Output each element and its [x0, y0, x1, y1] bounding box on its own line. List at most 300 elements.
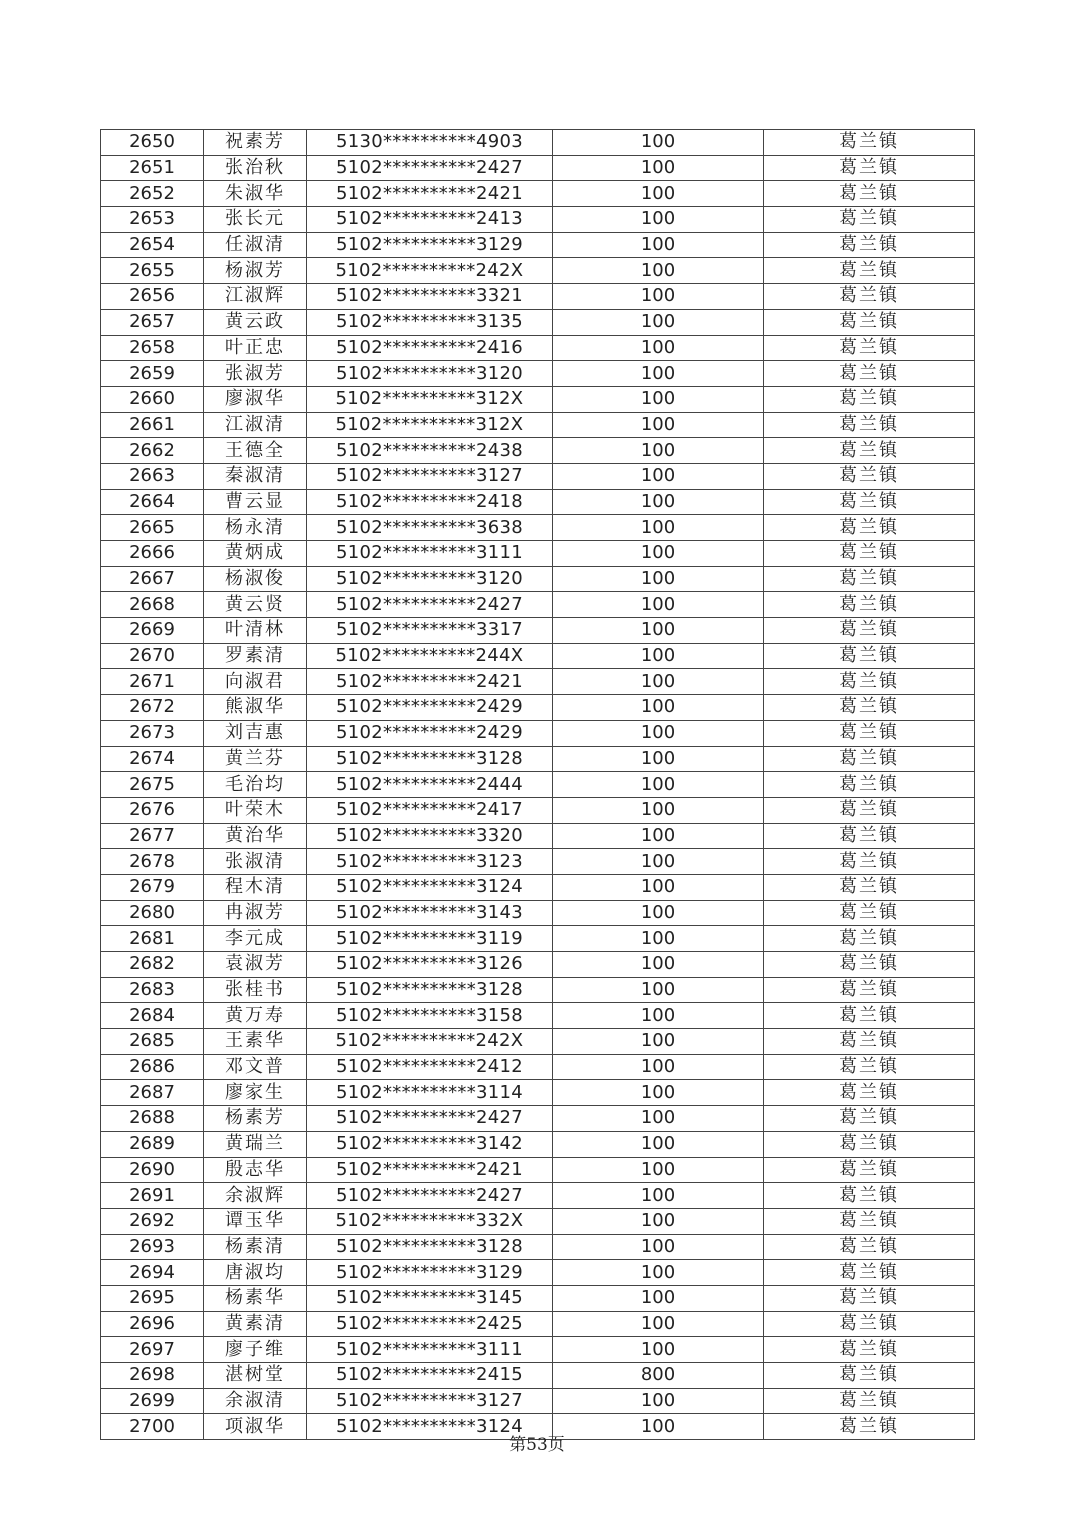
id-number-cell: 5102**********3128	[307, 977, 553, 1003]
town-cell: 葛兰镇	[764, 592, 975, 618]
row-number-cell: 2650	[101, 130, 204, 156]
amount-cell: 100	[553, 566, 764, 592]
amount-cell: 100	[553, 1003, 764, 1029]
amount-cell: 100	[553, 772, 764, 798]
table-row	[101, 438, 975, 464]
town-cell: 葛兰镇	[764, 181, 975, 207]
name-cell: 杨素华	[204, 1285, 307, 1311]
town-cell: 葛兰镇	[764, 438, 975, 464]
roster-table	[100, 129, 975, 1440]
table-row	[101, 1260, 975, 1286]
amount-cell: 100	[553, 1080, 764, 1106]
row-number-cell: 2684	[101, 1003, 204, 1029]
amount-cell: 100	[553, 1388, 764, 1414]
row-number-cell: 2654	[101, 232, 204, 258]
id-number-cell: 5102**********242X	[307, 1029, 553, 1055]
id-number-cell: 5102**********2429	[307, 695, 553, 721]
id-number-cell: 5102**********2429	[307, 720, 553, 746]
id-number-cell: 5102**********2417	[307, 797, 553, 823]
table-row	[101, 849, 975, 875]
table-row	[101, 772, 975, 798]
name-cell: 杨永清	[204, 515, 307, 541]
table-row	[101, 874, 975, 900]
town-cell: 葛兰镇	[764, 335, 975, 361]
row-number-cell: 2656	[101, 284, 204, 310]
table-row	[101, 130, 975, 156]
id-number-cell: 5102**********3128	[307, 1234, 553, 1260]
row-number-cell: 2677	[101, 823, 204, 849]
amount-cell: 100	[553, 1157, 764, 1183]
table-row	[101, 489, 975, 515]
amount-cell: 100	[553, 1234, 764, 1260]
id-number-cell: 5102**********3321	[307, 284, 553, 310]
table-row	[101, 232, 975, 258]
name-cell: 张淑芳	[204, 361, 307, 387]
row-number-cell: 2693	[101, 1234, 204, 1260]
amount-cell: 100	[553, 438, 764, 464]
row-number-cell: 2651	[101, 155, 204, 181]
table-row	[101, 1363, 975, 1389]
table-row	[101, 720, 975, 746]
row-number-cell: 2696	[101, 1311, 204, 1337]
row-number-cell: 2669	[101, 618, 204, 644]
amount-cell: 100	[553, 207, 764, 233]
row-number-cell: 2679	[101, 874, 204, 900]
amount-cell: 100	[553, 1260, 764, 1286]
name-cell: 江淑清	[204, 412, 307, 438]
table-row	[101, 900, 975, 926]
table-row	[101, 207, 975, 233]
table-row	[101, 1029, 975, 1055]
town-cell: 葛兰镇	[764, 720, 975, 746]
amount-cell: 100	[553, 1208, 764, 1234]
amount-cell: 100	[553, 618, 764, 644]
amount-cell: 100	[553, 849, 764, 875]
id-number-cell: 5102**********3135	[307, 309, 553, 335]
id-number-cell: 5102**********3317	[307, 618, 553, 644]
row-number-cell: 2673	[101, 720, 204, 746]
table-row	[101, 1003, 975, 1029]
amount-cell: 100	[553, 130, 764, 156]
name-cell: 杨素清	[204, 1234, 307, 1260]
town-cell: 葛兰镇	[764, 1260, 975, 1286]
row-number-cell: 2675	[101, 772, 204, 798]
row-number-cell: 2657	[101, 309, 204, 335]
table-row	[101, 1054, 975, 1080]
town-cell: 葛兰镇	[764, 874, 975, 900]
amount-cell: 100	[553, 952, 764, 978]
town-cell: 葛兰镇	[764, 1337, 975, 1363]
town-cell: 葛兰镇	[764, 541, 975, 567]
table-row	[101, 797, 975, 823]
id-number-cell: 5102**********3120	[307, 566, 553, 592]
town-cell: 葛兰镇	[764, 515, 975, 541]
amount-cell: 100	[553, 643, 764, 669]
row-number-cell: 2692	[101, 1208, 204, 1234]
amount-cell: 100	[553, 181, 764, 207]
town-cell: 葛兰镇	[764, 618, 975, 644]
table-row	[101, 361, 975, 387]
amount-cell: 100	[553, 926, 764, 952]
town-cell: 葛兰镇	[764, 643, 975, 669]
amount-cell: 100	[553, 309, 764, 335]
table-row	[101, 1234, 975, 1260]
name-cell: 邓文普	[204, 1054, 307, 1080]
amount-cell: 100	[553, 592, 764, 618]
table-row	[101, 412, 975, 438]
row-number-cell: 2660	[101, 386, 204, 412]
row-number-cell: 2691	[101, 1183, 204, 1209]
roster-table-body	[101, 130, 975, 1440]
town-cell: 葛兰镇	[764, 1363, 975, 1389]
name-cell: 黄万寿	[204, 1003, 307, 1029]
name-cell: 毛治均	[204, 772, 307, 798]
name-cell: 叶正忠	[204, 335, 307, 361]
town-cell: 葛兰镇	[764, 952, 975, 978]
name-cell: 黄兰芬	[204, 746, 307, 772]
name-cell: 杨素芳	[204, 1106, 307, 1132]
town-cell: 葛兰镇	[764, 284, 975, 310]
table-row	[101, 926, 975, 952]
row-number-cell: 2663	[101, 463, 204, 489]
name-cell: 祝素芳	[204, 130, 307, 156]
row-number-cell: 2697	[101, 1337, 204, 1363]
amount-cell: 100	[553, 232, 764, 258]
town-cell: 葛兰镇	[764, 926, 975, 952]
town-cell: 葛兰镇	[764, 489, 975, 515]
amount-cell: 100	[553, 1029, 764, 1055]
row-number-cell: 2667	[101, 566, 204, 592]
name-cell: 廖淑华	[204, 386, 307, 412]
id-number-cell: 5102**********3127	[307, 463, 553, 489]
id-number-cell: 5102**********312X	[307, 386, 553, 412]
town-cell: 葛兰镇	[764, 412, 975, 438]
table-row	[101, 566, 975, 592]
row-number-cell: 2662	[101, 438, 204, 464]
amount-cell: 100	[553, 361, 764, 387]
row-number-cell: 2665	[101, 515, 204, 541]
town-cell: 葛兰镇	[764, 232, 975, 258]
id-number-cell: 5102**********3120	[307, 361, 553, 387]
row-number-cell: 2689	[101, 1131, 204, 1157]
id-number-cell: 5102**********3124	[307, 1414, 553, 1440]
id-number-cell: 5102**********3119	[307, 926, 553, 952]
amount-cell: 100	[553, 1337, 764, 1363]
town-cell: 葛兰镇	[764, 1054, 975, 1080]
name-cell: 程木清	[204, 874, 307, 900]
town-cell: 葛兰镇	[764, 130, 975, 156]
town-cell: 葛兰镇	[764, 797, 975, 823]
row-number-cell: 2653	[101, 207, 204, 233]
name-cell: 黄素清	[204, 1311, 307, 1337]
name-cell: 张淑清	[204, 849, 307, 875]
town-cell: 葛兰镇	[764, 1234, 975, 1260]
amount-cell: 100	[553, 284, 764, 310]
name-cell: 叶清林	[204, 618, 307, 644]
id-number-cell: 5102**********2444	[307, 772, 553, 798]
town-cell: 葛兰镇	[764, 1208, 975, 1234]
row-number-cell: 2695	[101, 1285, 204, 1311]
name-cell: 湛树堂	[204, 1363, 307, 1389]
row-number-cell: 2690	[101, 1157, 204, 1183]
table-row	[101, 463, 975, 489]
town-cell: 葛兰镇	[764, 1029, 975, 1055]
row-number-cell: 2700	[101, 1414, 204, 1440]
id-number-cell: 5102**********2421	[307, 1157, 553, 1183]
id-number-cell: 5102**********2427	[307, 1106, 553, 1132]
id-number-cell: 5102**********2427	[307, 592, 553, 618]
name-cell: 黄云政	[204, 309, 307, 335]
town-cell: 葛兰镇	[764, 695, 975, 721]
amount-cell: 100	[553, 1285, 764, 1311]
id-number-cell: 5102**********3320	[307, 823, 553, 849]
table-row	[101, 386, 975, 412]
amount-cell: 100	[553, 541, 764, 567]
row-number-cell: 2666	[101, 541, 204, 567]
name-cell: 江淑辉	[204, 284, 307, 310]
row-number-cell: 2698	[101, 1363, 204, 1389]
table-row	[101, 1311, 975, 1337]
id-number-cell: 5102**********3129	[307, 1260, 553, 1286]
id-number-cell: 5102**********2427	[307, 1183, 553, 1209]
table-row	[101, 155, 975, 181]
name-cell: 袁淑芳	[204, 952, 307, 978]
table-row	[101, 952, 975, 978]
table-row	[101, 695, 975, 721]
name-cell: 殷志华	[204, 1157, 307, 1183]
town-cell: 葛兰镇	[764, 1080, 975, 1106]
row-number-cell: 2658	[101, 335, 204, 361]
row-number-cell: 2688	[101, 1106, 204, 1132]
name-cell: 曹云显	[204, 489, 307, 515]
amount-cell: 100	[553, 515, 764, 541]
name-cell: 冉淑芳	[204, 900, 307, 926]
town-cell: 葛兰镇	[764, 1183, 975, 1209]
amount-cell: 100	[553, 977, 764, 1003]
amount-cell: 100	[553, 489, 764, 515]
table-row	[101, 1106, 975, 1132]
amount-cell: 800	[553, 1363, 764, 1389]
name-cell: 余淑辉	[204, 1183, 307, 1209]
table-row	[101, 977, 975, 1003]
amount-cell: 100	[553, 823, 764, 849]
table-row	[101, 335, 975, 361]
amount-cell: 100	[553, 720, 764, 746]
name-cell: 杨淑俊	[204, 566, 307, 592]
row-number-cell: 2668	[101, 592, 204, 618]
name-cell: 刘吉惠	[204, 720, 307, 746]
id-number-cell: 5102**********3123	[307, 849, 553, 875]
amount-cell: 100	[553, 1131, 764, 1157]
town-cell: 葛兰镇	[764, 1131, 975, 1157]
amount-cell: 100	[553, 874, 764, 900]
town-cell: 葛兰镇	[764, 309, 975, 335]
id-number-cell: 5102**********3111	[307, 541, 553, 567]
name-cell: 黄炳成	[204, 541, 307, 567]
id-number-cell: 5102**********3158	[307, 1003, 553, 1029]
row-number-cell: 2652	[101, 181, 204, 207]
name-cell: 王德全	[204, 438, 307, 464]
name-cell: 张桂书	[204, 977, 307, 1003]
town-cell: 葛兰镇	[764, 386, 975, 412]
id-number-cell: 5130**********4903	[307, 130, 553, 156]
table-row	[101, 746, 975, 772]
id-number-cell: 5102**********312X	[307, 412, 553, 438]
town-cell: 葛兰镇	[764, 900, 975, 926]
amount-cell: 100	[553, 695, 764, 721]
amount-cell: 100	[553, 386, 764, 412]
table-row	[101, 1157, 975, 1183]
name-cell: 余淑清	[204, 1388, 307, 1414]
row-number-cell: 2681	[101, 926, 204, 952]
name-cell: 向淑君	[204, 669, 307, 695]
name-cell: 唐淑均	[204, 1260, 307, 1286]
town-cell: 葛兰镇	[764, 849, 975, 875]
row-number-cell: 2680	[101, 900, 204, 926]
id-number-cell: 5102**********3638	[307, 515, 553, 541]
row-number-cell: 2678	[101, 849, 204, 875]
amount-cell: 100	[553, 797, 764, 823]
town-cell: 葛兰镇	[764, 1414, 975, 1440]
row-number-cell: 2674	[101, 746, 204, 772]
table-row	[101, 643, 975, 669]
name-cell: 谭玉华	[204, 1208, 307, 1234]
name-cell: 秦淑清	[204, 463, 307, 489]
name-cell: 王素华	[204, 1029, 307, 1055]
town-cell: 葛兰镇	[764, 772, 975, 798]
row-number-cell: 2661	[101, 412, 204, 438]
amount-cell: 100	[553, 1311, 764, 1337]
id-number-cell: 5102**********2427	[307, 155, 553, 181]
row-number-cell: 2672	[101, 695, 204, 721]
table-row	[101, 515, 975, 541]
name-cell: 黄云贤	[204, 592, 307, 618]
town-cell: 葛兰镇	[764, 1003, 975, 1029]
amount-cell: 100	[553, 258, 764, 284]
table-row	[101, 1337, 975, 1363]
id-number-cell: 5102**********3128	[307, 746, 553, 772]
id-number-cell: 5102**********3126	[307, 952, 553, 978]
id-number-cell: 5102**********2416	[307, 335, 553, 361]
id-number-cell: 5102**********3145	[307, 1285, 553, 1311]
id-number-cell: 5102**********3127	[307, 1388, 553, 1414]
id-number-cell: 5102**********2421	[307, 181, 553, 207]
name-cell: 熊淑华	[204, 695, 307, 721]
name-cell: 罗素清	[204, 643, 307, 669]
table-row	[101, 669, 975, 695]
id-number-cell: 5102**********2438	[307, 438, 553, 464]
row-number-cell: 2682	[101, 952, 204, 978]
amount-cell: 100	[553, 669, 764, 695]
table-row	[101, 541, 975, 567]
town-cell: 葛兰镇	[764, 566, 975, 592]
town-cell: 葛兰镇	[764, 746, 975, 772]
amount-cell: 100	[553, 746, 764, 772]
id-number-cell: 5102**********2421	[307, 669, 553, 695]
name-cell: 项淑华	[204, 1414, 307, 1440]
name-cell: 任淑清	[204, 232, 307, 258]
row-number-cell: 2676	[101, 797, 204, 823]
table-row	[101, 618, 975, 644]
row-number-cell: 2655	[101, 258, 204, 284]
amount-cell: 100	[553, 155, 764, 181]
town-cell: 葛兰镇	[764, 977, 975, 1003]
id-number-cell: 5102**********3124	[307, 874, 553, 900]
table-row	[101, 181, 975, 207]
id-number-cell: 5102**********3129	[307, 232, 553, 258]
id-number-cell: 5102**********244X	[307, 643, 553, 669]
row-number-cell: 2686	[101, 1054, 204, 1080]
id-number-cell: 5102**********3143	[307, 900, 553, 926]
town-cell: 葛兰镇	[764, 1106, 975, 1132]
row-number-cell: 2659	[101, 361, 204, 387]
id-number-cell: 5102**********3142	[307, 1131, 553, 1157]
amount-cell: 100	[553, 1183, 764, 1209]
name-cell: 黄瑞兰	[204, 1131, 307, 1157]
town-cell: 葛兰镇	[764, 361, 975, 387]
id-number-cell: 5102**********242X	[307, 258, 553, 284]
id-number-cell: 5102**********2415	[307, 1363, 553, 1389]
name-cell: 朱淑华	[204, 181, 307, 207]
town-cell: 葛兰镇	[764, 1285, 975, 1311]
id-number-cell: 5102**********2412	[307, 1054, 553, 1080]
name-cell: 廖子维	[204, 1337, 307, 1363]
row-number-cell: 2671	[101, 669, 204, 695]
name-cell: 叶荣木	[204, 797, 307, 823]
name-cell: 张长元	[204, 207, 307, 233]
town-cell: 葛兰镇	[764, 155, 975, 181]
town-cell: 葛兰镇	[764, 1311, 975, 1337]
id-number-cell: 5102**********332X	[307, 1208, 553, 1234]
amount-cell: 100	[553, 463, 764, 489]
id-number-cell: 5102**********2413	[307, 207, 553, 233]
table-row	[101, 258, 975, 284]
name-cell: 杨淑芳	[204, 258, 307, 284]
table-row	[101, 309, 975, 335]
town-cell: 葛兰镇	[764, 823, 975, 849]
row-number-cell: 2670	[101, 643, 204, 669]
table-row	[101, 1388, 975, 1414]
row-number-cell: 2664	[101, 489, 204, 515]
table-row	[101, 1131, 975, 1157]
amount-cell: 100	[553, 1414, 764, 1440]
name-cell: 李元成	[204, 926, 307, 952]
table-row	[101, 1285, 975, 1311]
town-cell: 葛兰镇	[764, 669, 975, 695]
name-cell: 廖家生	[204, 1080, 307, 1106]
amount-cell: 100	[553, 900, 764, 926]
row-number-cell: 2699	[101, 1388, 204, 1414]
row-number-cell: 2685	[101, 1029, 204, 1055]
table-row	[101, 1080, 975, 1106]
table-row	[101, 823, 975, 849]
id-number-cell: 5102**********2425	[307, 1311, 553, 1337]
town-cell: 葛兰镇	[764, 258, 975, 284]
amount-cell: 100	[553, 335, 764, 361]
id-number-cell: 5102**********3111	[307, 1337, 553, 1363]
name-cell: 张治秋	[204, 155, 307, 181]
town-cell: 葛兰镇	[764, 463, 975, 489]
table-row	[101, 592, 975, 618]
page-number: 第53页	[509, 1435, 565, 1455]
row-number-cell: 2694	[101, 1260, 204, 1286]
table-row	[101, 1208, 975, 1234]
town-cell: 葛兰镇	[764, 207, 975, 233]
table-row	[101, 1183, 975, 1209]
table-row	[101, 284, 975, 310]
row-number-cell: 2687	[101, 1080, 204, 1106]
id-number-cell: 5102**********2418	[307, 489, 553, 515]
